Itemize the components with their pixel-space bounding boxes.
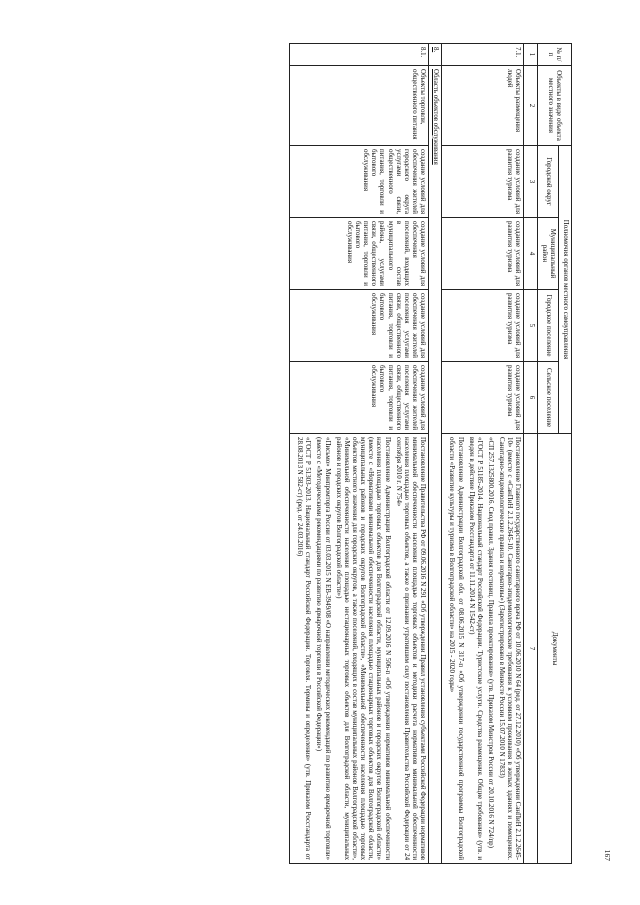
column-number: 1 bbox=[524, 43, 537, 65]
document-reference: Постановление Администрации Волгоградской области от 12.09.2016 N 506-п «Об утверждении нормативов минимальной обеспеченности населения площадью торговых объектов для Волгоградской области, муниципальных районов и городских округов Волгоградской области» (вместе с «Нормативами минимальной обеспеченности населения площадью стационарных торговых объектов для Волгоградской области, муниципальных районов и городских округов Волгоградской области», «Минимальной обеспеченности населения площадью торговых объектов местного значения для городских округов, а также поселений, входящих в состав муниципальных районов Волгоградской области», «Минимальной обеспеченности населения площадью нестационарных торговых объектов для Волгоградской области, муниципальных районов и городских округов Волгоградской области») bbox=[334, 436, 391, 860]
header-rural-settlement: Сельское поселение bbox=[537, 361, 558, 433]
header-row-1 bbox=[558, 43, 571, 863]
city-district-cell: создание условий для развития туризма bbox=[442, 145, 524, 217]
document-reference: «Письмо» Минпромторга России от 03.03.2015 N ЕВ-3949/08 «О направлении методических рекомендаций по развитию ярмарочной торговли» (вместе с «Методическими рекомендациями по развитию ярмарочной торговли в Российской Федерации») bbox=[315, 436, 331, 860]
document-reference: Постановление Правительства РФ от 09.06.2016 N 291 «Об утверждении Правил установления субъектами Российской Федерации нормативов минимальной обеспеченности населения площадью торговых объектов и методики расчета нормативов минимальной обеспеченности населения площадью торговых объектов, а также о признании утратившим силу постановления Правительства Российской Федерации от 24 сентября 2010 г. N 754» bbox=[394, 436, 427, 860]
municipal-district-cell: создание условий для обеспечения поселений, входящих в состав муниципального района, услугами связи, общественного питания, торговли и бытового обслуживания bbox=[290, 217, 429, 289]
header-number: № п/п bbox=[537, 43, 571, 65]
page-number: 167 bbox=[603, 849, 612, 861]
rural-settlement-cell: создание условий для развития туризма bbox=[442, 361, 524, 433]
city-district-cell: создание условий для обеспечения жителей городского округа услугами связи, общественного питания, торговли и бытового обслуживания bbox=[290, 145, 429, 217]
urban-settlement-cell: создание условий для обеспечения жителей поселения услугами связи, общественного питания, торговли и бытового обслуживания bbox=[290, 289, 429, 361]
document-reference: «СП 257.1325800.2016. Свод правил. Здания гостиниц. Правила проектирования» (утв. Приказом Минстроя России от 20.10.2016 N 724/пр) bbox=[487, 436, 495, 848]
regulations-table bbox=[289, 43, 572, 864]
header-authority-group: Полномочия органов местного самоуправления bbox=[558, 145, 571, 433]
documents-cell bbox=[290, 433, 429, 863]
municipal-district-cell: создание условий для развития туризма bbox=[442, 217, 524, 289]
object-cell: Объекты размещения людей bbox=[442, 65, 524, 145]
column-number-row bbox=[524, 43, 537, 863]
urban-settlement-cell: создание условий для развития туризма bbox=[442, 289, 524, 361]
column-number: 2 bbox=[524, 65, 537, 145]
document-reference: Постановление Администрации Волгоградской обл. от 08.06.2015 N 317-п «Об утверждении государственной программы Волгоградской области «Развитие культуры и туризма в Волгоградской области» на 2015 - 2020 годы» bbox=[448, 436, 464, 860]
table-row bbox=[290, 43, 429, 863]
header-documents: Документы bbox=[537, 433, 571, 863]
document-reference: «ГОСТ Р 51303-2013. Национальный стандарт Российской Федерации. Торговля. Термины и определения» (утв. Приказом Росстандарта от 28.08.2013 N 582-ст) (ред. от 24.03.2016) bbox=[296, 436, 312, 860]
row-number: 7.1. bbox=[442, 43, 524, 65]
section-title: Область объектов обслуживания bbox=[429, 65, 442, 863]
column-number: 6 bbox=[524, 361, 537, 433]
section-row bbox=[429, 43, 442, 863]
document-reference: Постановление Главного государственного санитарного врача РФ от 10.06.2010 N 64 (ред. от 27.12.2010) «Об утверждении СанПиН 2.1.2.2645-10» (вместе с «СанПиН 2.1.2.2645-10. Санитарно-эпидемиологические требования к условиям проживания в жилых зданиях и помещениях. Санитарно-эпидемиологические правила и нормативы») (Зарегистрировано в Минюсте России 15.07.2010 N 17833) bbox=[498, 436, 522, 860]
table-row bbox=[442, 43, 524, 863]
section-number: 8. bbox=[429, 43, 442, 65]
rural-settlement-cell: создание условий для обеспечения жителей поселения услугами связи, общественного питания, торговли и бытового обслуживания bbox=[290, 361, 429, 433]
documents-cell bbox=[442, 433, 524, 863]
header-object: Объекты в виде объекта местного значения bbox=[537, 65, 571, 145]
column-number: 4 bbox=[524, 217, 537, 289]
header-urban-settlement: Городское поселение bbox=[537, 289, 558, 361]
object-cell: Объекты торговли, общественного питания bbox=[290, 65, 429, 145]
rotated-page bbox=[20, 33, 620, 873]
header-municipal-district: Муниципальный район bbox=[537, 217, 558, 289]
column-number: 5 bbox=[524, 289, 537, 361]
header-city-district: Городской округ bbox=[537, 145, 558, 217]
column-number: 3 bbox=[524, 145, 537, 217]
column-number: 7 bbox=[524, 433, 537, 863]
document-reference: «ГОСТ Р 51185-2014. Национальный стандарт Российской Федерации. Туристские услуги. Средства размещения. Общие требования» (утв. и введен в действие Приказом Росстандарта от 11.11.2014 N 1542-ст) bbox=[467, 436, 483, 860]
row-number: 8.1. bbox=[290, 43, 429, 65]
